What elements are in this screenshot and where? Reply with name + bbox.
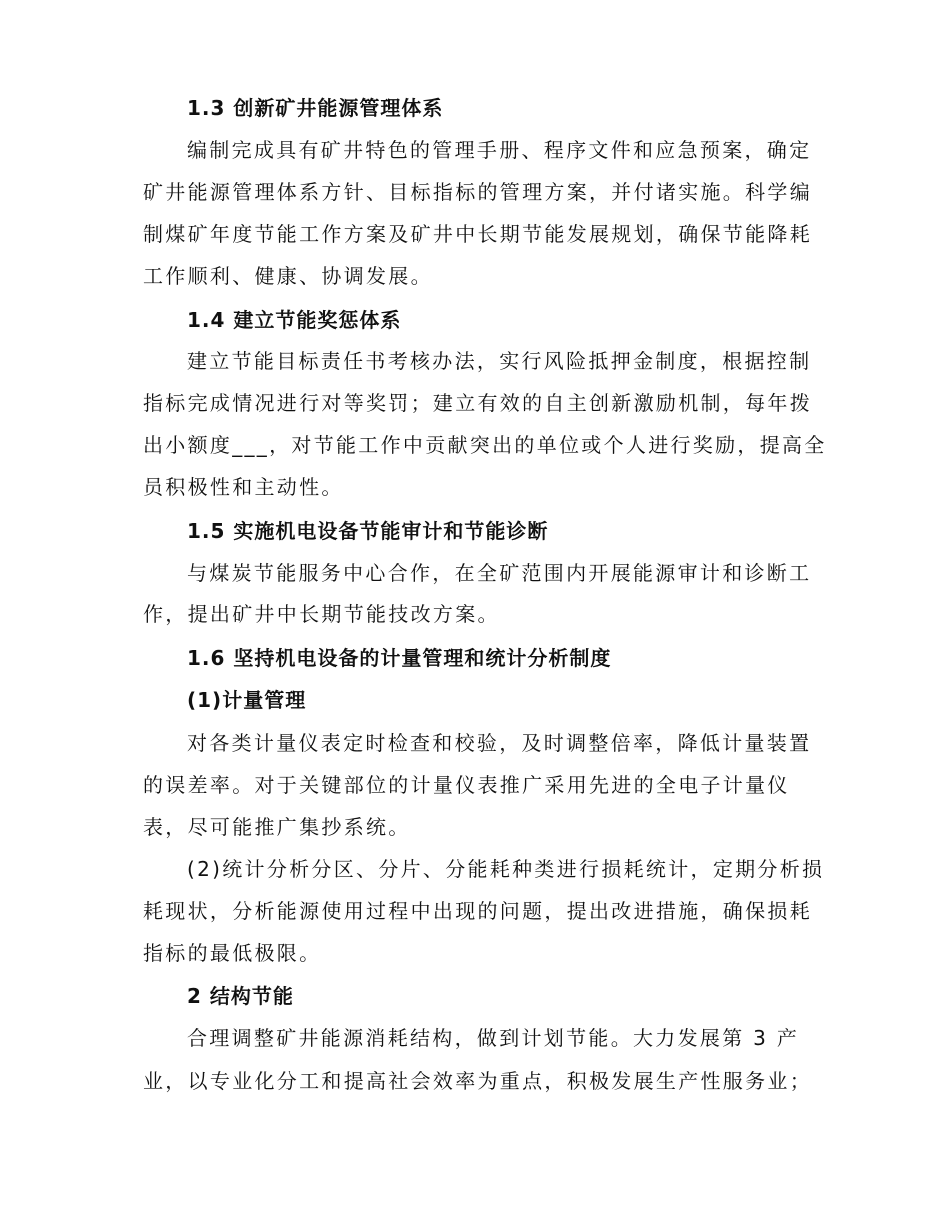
paragraph-line: 对各类计量仪表定时检查和校验，及时调整倍率，降低计量装置	[187, 731, 812, 755]
paragraph-line: 指标完成情况进行对等奖罚；建立有效的自主创新激励机制，每年拨	[143, 391, 812, 415]
paragraph-line: 指标的最低极限。	[143, 941, 322, 965]
paragraph-line: 合理调整矿井能源消耗结构，做到计划节能。大力发展第 3 产	[187, 1026, 800, 1050]
paragraph-line: 工作顺利、健康、协调发展。	[143, 264, 433, 288]
paragraph-line: 与煤炭节能服务中心合作，在全矿范围内开展能源审计和诊断工	[187, 561, 812, 585]
paragraph-line: 建立节能目标责任书考核办法，实行风险抵押金制度，根据控制	[187, 349, 812, 373]
paragraph-line: 作，提出矿井中长期节能技改方案。	[143, 602, 500, 626]
section-heading-1-5: 1.5 实施机电设备节能审计和节能诊断	[187, 519, 549, 543]
paragraph-line: 编制完成具有矿井特色的管理手册、程序文件和应急预案，确定	[187, 138, 812, 162]
paragraph-line: 耗现状，分析能源使用过程中出现的问题，提出改进措施，确保损耗	[143, 899, 812, 923]
paragraph-line: 制煤矿年度节能工作方案及矿井中长期节能发展规划，确保节能降耗	[143, 222, 812, 246]
section-heading-1-6: 1.6 坚持机电设备的计量管理和统计分析制度	[187, 646, 612, 670]
paragraph-line: 业，以专业化分工和提高社会效率为重点，积极发展生产性服务业；	[143, 1069, 812, 1093]
section-heading-2: 2 结构节能	[187, 984, 294, 1008]
paragraph-line: (2)统计分析分区、分片、分能耗种类进行损耗统计，定期分析损	[187, 857, 825, 881]
section-heading-1-3: 1.3 创新矿井能源管理体系	[187, 96, 444, 120]
paragraph-line: 的误差率。对于关键部位的计量仪表推广采用先进的全电子计量仪	[143, 773, 790, 797]
paragraph-line: 出小额度___，对节能工作中贡献突出的单位或个人进行奖励，提高全	[143, 433, 827, 457]
section-heading-1-4: 1.4 建立节能奖惩体系	[187, 308, 402, 332]
paragraph-line: 表，尽可能推广集抄系统。	[143, 815, 411, 839]
subheading-metering: (1)计量管理	[187, 688, 307, 712]
paragraph-line: 员积极性和主动性。	[143, 475, 344, 499]
paragraph-line: 矿井能源管理体系方针、目标指标的管理方案，并付诸实施。科学编	[143, 180, 812, 204]
